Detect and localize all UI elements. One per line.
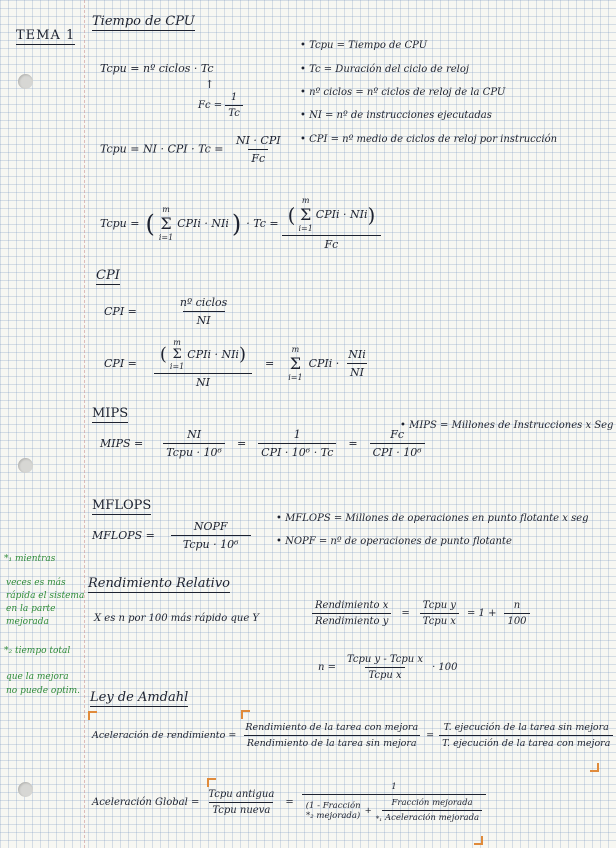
fraction-numerator: CPIi · NIi [315,208,368,221]
definition-tc: • Tc = Duración del ciclo de reloj [300,64,469,75]
definition-cpi: • CPI = nº medio de ciclos de reloj por instrucción [300,134,558,145]
relative-performance-statement: X es n por 100 más rápido que Y [94,613,260,624]
sum-lower: i=1 [169,362,185,371]
fraction-numerator: Fracción mejorada [391,798,473,808]
margin-note: veces es más [6,578,66,588]
fraction-denominator: Rendimiento de la tarea sin mejora [244,735,420,749]
equals-sign: = [264,357,275,370]
fraction-denominator: T. ejecución de la tarea con mejora [439,735,613,749]
punch-hole [18,74,33,89]
definition-nopf: • NOPF = nº de operaciones de punto flotante [276,536,512,547]
formula-lhs: Fc = [198,100,223,111]
highlight-corner [590,763,599,772]
highlight-corner [241,710,250,719]
formula-mid: = 1 + [466,608,497,619]
fraction-numerator: nº ciclos [179,296,228,309]
fraction-denominator: NI [154,373,252,389]
fraction-denominator: Tcpu x [420,613,459,627]
margin-note: no puede optim. [6,686,80,696]
sigma-symbol: Σ [289,354,302,373]
fraction-denominator: CPI · 10⁶ · Tc [258,443,336,459]
sum-term: CPIi · NIi [177,217,229,230]
definition-cycles: • nº ciclos = nº ciclos de reloj de la CPU [300,87,506,98]
sigma-symbol: Σ [172,347,182,362]
fraction-denominator: Tc [225,105,243,119]
fraction-numerator: Tcpu y - Tcpu x [347,654,424,665]
plus-sign: + [364,805,372,816]
fraction-numerator: NI [187,428,202,441]
sum-lower: i=1 [298,224,313,233]
highlight-corner [474,836,483,845]
fraction-denominator: Tcpu · 10⁶ [171,535,251,551]
definition-mips: • MIPS = Millones de Instrucciones x Seg [400,420,614,431]
section-title-cpu-time: Tiempo de CPU [92,14,195,29]
section-title-amdahl: Ley de Amdahl [90,690,189,705]
section-title-relative-performance: Rendimiento Relativo [88,576,231,591]
margin-line [84,0,85,848]
formula-rhs: · 100 [432,662,458,673]
formula-mips [100,428,425,459]
fraction-denominator [302,794,486,823]
definition-ni: • NI = nº de instrucciones ejecutadas [300,110,492,121]
formula-lhs: MFLOPS = [92,529,155,542]
formula-global-speedup [92,782,486,823]
formula-relative-performance [312,600,530,627]
formula-fc [198,92,243,119]
section-title-mips: MIPS [92,406,129,421]
sum-upper: m [291,345,300,354]
summation [170,338,184,371]
equals-sign: = [236,437,247,450]
formula-mid: · Tc = [246,217,279,230]
fraction: ( m Σ i=1 CPIi · NIi ) Fc [285,196,379,251]
fraction-denominator: Rendimiento y [312,613,391,627]
sum-lower: i=1 [158,233,174,242]
equals-sign: = [348,437,358,450]
formula-rhs: nº ciclos · Tc [142,62,214,75]
fraction-denominator: 100 [504,613,529,627]
sum-upper: m [162,205,170,214]
formula-cpi-cycles [104,296,230,327]
formula-lhs: MIPS = [100,437,144,450]
formula-tcpu-sum: Tcpu = ( m Σ i=1 CPIi · NIi ) · Tc = ( m Σ i=1 CPIi · NIi ) Fc [100,196,378,251]
fraction-numerator: NOPF [193,520,228,533]
sum-upper: m [301,196,310,205]
denominator-term-bottom: *₂ mejorada) [306,810,361,821]
formula-cpi-sum: CPI = ( m Σ i=1 CPIi · NIi ) NI = m Σ i=1 CPIi · $\frac{\text{NIi}}{NI}$ [104,338,369,389]
topic-label: TEMA 1 [16,28,76,43]
formula-n-percent [318,654,458,681]
formula-mflops [92,520,251,551]
punch-hole [18,782,33,797]
formula-lhs: Tcpu = [100,62,140,75]
fraction-numerator: NIi [348,348,366,361]
definition-mflops: • MFLOPS = Millones de operaciones en punto flotante x seg [276,513,589,524]
summation [159,205,173,242]
sum-term: CPIi · [308,357,340,370]
fraction-denominator: Tcpu nueva [209,802,273,816]
formula-tcpu-ni-cpi [100,134,284,165]
fraction-denominator: NI [347,363,367,379]
punch-hole [18,458,33,473]
formula-lhs: CPI = [104,305,137,318]
margin-note: rápida el sistema [6,591,85,601]
equals-sign: = [426,730,435,741]
fraction-numerator: Tcpu antigua [208,789,275,800]
definition-tcpu: • Tcpu = Tiempo de CPU [300,40,428,51]
fraction-denominator: Fc [248,149,268,165]
sigma-symbol: Σ [160,214,172,233]
fraction-numerator: Rendimiento x [315,600,389,611]
formula-lhs: Aceleración de rendimiento = [92,730,237,741]
fraction-numerator: CPIi · NIi [187,348,239,361]
summation [298,196,312,233]
fraction-denominator: CPI · 10⁶ [370,443,425,459]
fraction-numerator: n [513,600,521,611]
margin-note: mejorada [6,617,49,627]
fraction-numerator: T. ejecución de la tarea sin mejora [443,722,609,733]
denominator-term-top: (1 - Fracción [305,800,361,811]
summation [288,345,302,382]
section-title-cpi: CPI [96,268,120,283]
formula-lhs: CPI = [104,357,137,370]
fraction-denominator: Fc [282,235,382,251]
fraction-numerator: 1 [230,92,238,103]
arrow-icon: ↑ [205,78,215,91]
fraction-denominator: NI [183,311,225,327]
margin-note: en la parte [6,604,56,614]
fraction-numerator: Rendimiento de la tarea con mejora [245,722,419,733]
highlight-corner [88,711,97,720]
formula-lhs: Tcpu = NI · CPI · Tc = [100,142,224,156]
formula-speedup [92,722,613,749]
equals-sign: = [285,797,294,808]
equals-sign: = [401,608,410,619]
fraction-numerator: Fc [390,428,404,441]
formula-tcpu-cycles [100,62,214,75]
sum-lower: i=1 [288,373,303,382]
footnote-marker: *₁ [375,815,383,823]
fraction-numerator: NI · CPI [235,134,281,147]
fraction-denominator: Aceleración mejorada [382,810,482,823]
margin-note: *₁ mientras [4,554,56,564]
sum-upper: m [173,338,181,347]
fraction-denominator: Tcpu · 10⁶ [163,443,225,459]
formula-lhs: n = [318,662,336,673]
sigma-symbol: Σ [299,205,312,224]
margin-note: *₂ tiempo total [4,646,71,656]
formula-lhs: Tcpu = [100,217,140,230]
fraction-denominator: Tcpu x [365,667,404,681]
fraction-numerator: 1 [293,428,301,441]
formula-lhs: Aceleración Global = [92,797,200,808]
section-title-mflops: MFLOPS [92,498,152,513]
margin-note: que la mejora [6,672,69,682]
fraction-numerator: Tcpu y [422,600,456,611]
fraction-numerator: 1 [391,782,397,792]
